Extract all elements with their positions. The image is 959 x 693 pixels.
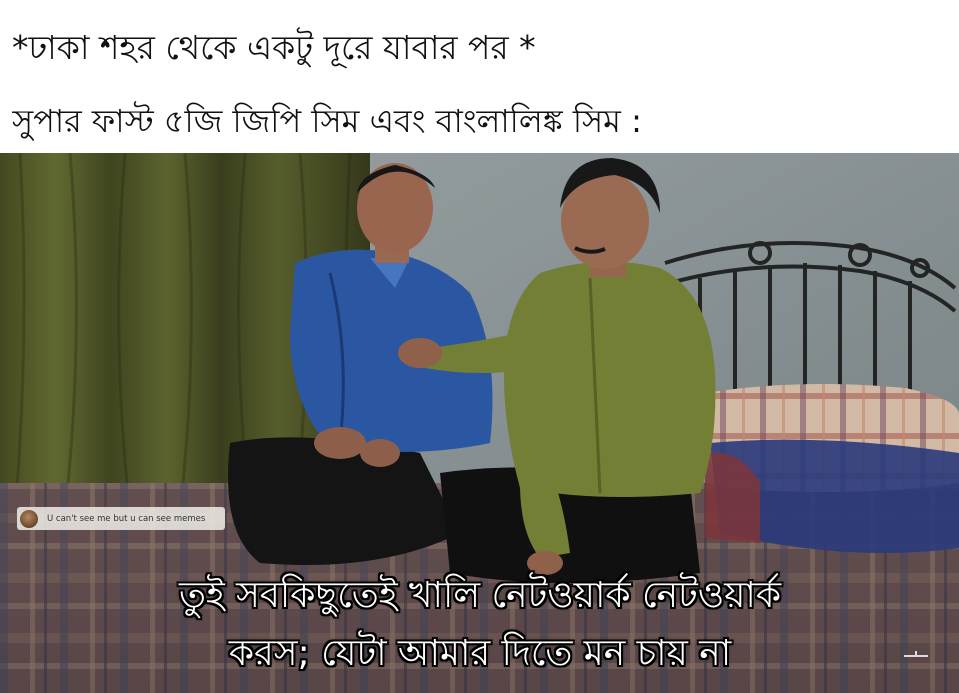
- caption-line-1: *ঢাকা শহর থেকে একটু দূরে যাবার পর *: [12, 28, 536, 67]
- watermark-text: U can't see me but u can see memes: [47, 513, 206, 524]
- subtitle-line-2: করস; যেটা আমার দিতে মন চায় না: [228, 633, 732, 674]
- meme-caption-area: [0, 0, 959, 153]
- subtitle-line-1: তুই সবকিছুতেই খালি নেটওয়ার্ক নেটওয়ার্ক: [178, 575, 782, 616]
- watermark-avatar: [20, 510, 38, 528]
- channel-logo-icon: [902, 650, 930, 660]
- caption-line-2: সুপার ফাস্ট ৫জি জিপি সিম এবং বাংলালিঙ্ক সিম :: [12, 102, 642, 140]
- watermark-badge: [17, 507, 225, 530]
